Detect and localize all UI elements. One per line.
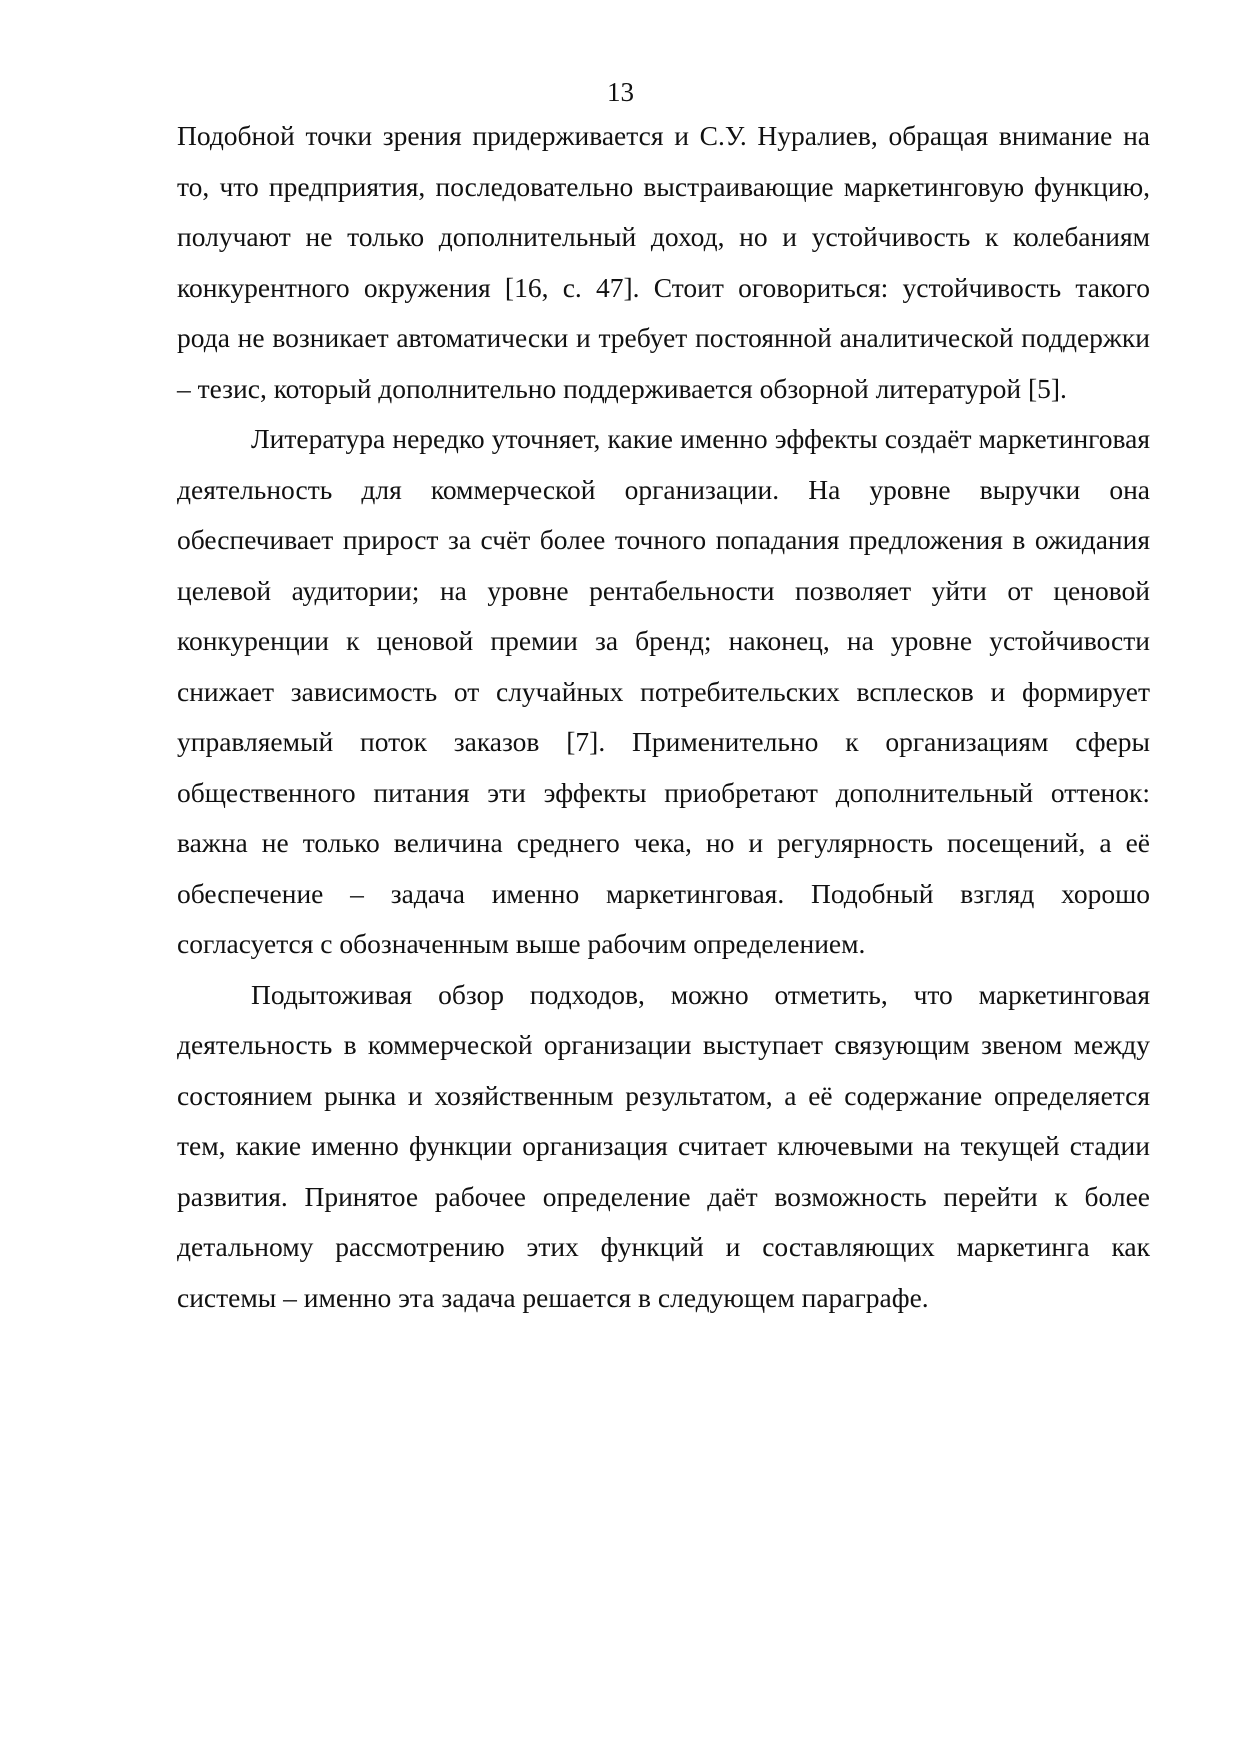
paragraph-2: Литература нередко уточняет, какие именно эффекты создаёт маркетинговая деятельность для коммерческой организации. На уровне выручки она обеспечивает прирост за счёт более точного попадания предложения в ожидания целевой аудитории; на уровне рентабельности позволяет уйти от ценовой конкуренции к ценовой премии за бренд; наконец, на уровне устойчивости снижает зависимость от случайных потребительских всплесков и формирует управляемый поток заказов [7]. Применительно к организациям сферы общественного питания эти эффекты приобретают дополнительный оттенок: важна не только величина среднего чека, но и регулярность посещений, а её обеспечение – задача именно маркетинговая. Подобный взгляд хорошо согласуется с обозначенным выше рабочим определением. (177, 423, 1150, 959)
body-text (177, 111, 1150, 1323)
paragraph-3: Подытоживая обзор подходов, можно отметить, что маркетинговая деятельность в коммерческой организации выступает связующим звеном между состоянием рынка и хозяйственным результатом, а её содержание определяется тем, какие именно функции организация считает ключевыми на текущей стадии развития. Принятое рабочее определение даёт возможность перейти к более детальному рассмотрению этих функций и составляющих маркетинга как системы – именно эта задача решается в следующем параграфе. (177, 978, 1150, 1313)
paragraph-1: Подобной точки зрения придерживается и С.У. Нуралиев, обращая внимание на то, что предприятия, последовательно выстраивающие маркетинговую функцию, получают не только дополнительный доход, но и устойчивость к колебаниям конкурентного окружения [16, с. 47]. Стоит оговориться: устойчивость такого рода не возникает автоматически и требует постоянной аналитической поддержки – тезис, который дополнительно поддерживается обзорной литературой [5]. (177, 120, 1150, 404)
page-number: 13 (607, 77, 634, 107)
